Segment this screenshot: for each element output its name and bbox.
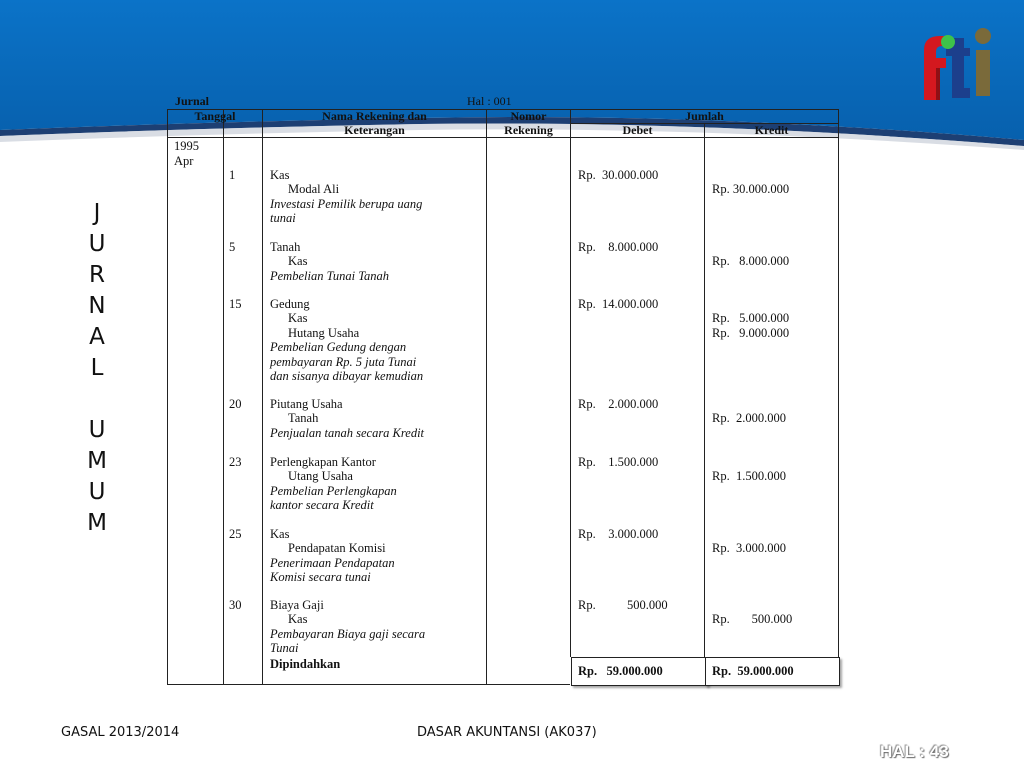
- dipindahkan-label: Dipindahkan: [270, 657, 341, 671]
- entry-description: Pembelian Perlengkapan: [270, 483, 397, 498]
- entry-account: Piutang Usaha: [270, 397, 343, 411]
- entry-day: 5: [229, 240, 236, 254]
- vertical-title-letter: M: [87, 448, 107, 474]
- entry-debet-amount: Rp. 500.000: [578, 598, 668, 612]
- vertical-title-letter: M: [87, 510, 107, 536]
- total-kredit: Rp. 59.000.000: [705, 657, 840, 686]
- entry-account: Gedung: [270, 297, 310, 311]
- total-debet: Rp. 59.000.000: [571, 657, 708, 686]
- entry-account: Kas: [288, 612, 308, 627]
- footer-course: DASAR AKUNTANSI (AK037): [417, 725, 597, 740]
- header-debet: Debet: [622, 123, 653, 137]
- vertical-title-letter: R: [89, 262, 105, 288]
- entry-debet-amount: Rp. 1.500.000: [578, 455, 659, 469]
- entry-kredit-amount: Rp. 8.000.000: [712, 254, 790, 269]
- entry-day: 15: [229, 297, 242, 311]
- entry-account: Kas: [270, 527, 290, 541]
- vertical-title-letter: U: [88, 231, 106, 257]
- month-cell: Apr: [174, 154, 194, 168]
- vertical-title-letter: N: [88, 293, 106, 319]
- institution-logo: [918, 22, 1000, 104]
- vertical-title-letter: A: [89, 324, 105, 350]
- entry-description: Investasi Pemilik berupa uang: [270, 196, 423, 211]
- entry-description: pembayaran Rp. 5 juta Tunai: [270, 354, 417, 369]
- entry-account: Biaya Gaji: [270, 598, 324, 612]
- entry-day: 1: [229, 168, 236, 182]
- entry-description: kantor secara Kredit: [270, 498, 374, 513]
- header-jumlah: Jumlah: [685, 109, 724, 123]
- header-kredit: Kredit: [754, 123, 789, 137]
- footer-page-number: HAL : 43: [880, 742, 949, 761]
- entry-account: Modal Ali: [288, 182, 340, 197]
- header-nomor: Nomor: [510, 109, 547, 123]
- ledger-page-number: Hal : 001: [467, 94, 512, 108]
- entry-description: tunai: [270, 211, 296, 226]
- entry-kredit-amount: Rp. 5.000.000: [712, 311, 790, 326]
- entry-account: Tanah: [288, 411, 319, 426]
- entry-account: Hutang Usaha: [288, 325, 360, 340]
- footer-semester: GASAL 2013/2014: [61, 725, 180, 740]
- entry-kredit-amount: Rp. 500.000: [712, 612, 793, 627]
- entry-description: Komisi secara tunai: [270, 570, 371, 585]
- vertical-title-letter: L: [90, 355, 104, 381]
- entry-account: Kas: [288, 311, 308, 326]
- entry-account: Tanah: [270, 240, 301, 254]
- header-rekening: Rekening: [504, 123, 553, 137]
- vertical-title-jurnal-umum: [84, 198, 110, 539]
- vertical-title-letter: U: [88, 417, 106, 443]
- vertical-title-gap: [84, 384, 110, 415]
- entry-debet-amount: Rp. 3.000.000: [578, 527, 659, 541]
- entry-debet-amount: Rp. 30.000.000: [578, 168, 659, 182]
- entry-account: Utang Usaha: [288, 469, 353, 484]
- entry-day: 25: [229, 527, 242, 541]
- ledger-label-jurnal: Jurnal: [175, 94, 210, 108]
- header-tanggal: Tanggal: [194, 109, 236, 123]
- entry-debet-amount: Rp. 14.000.000: [578, 297, 659, 311]
- header-nama-rekening: Nama Rekening dan: [322, 109, 427, 123]
- entry-day: 30: [229, 598, 242, 612]
- entry-kredit-amount: Rp. 3.000.000: [712, 541, 786, 556]
- vertical-title-letter: J: [93, 200, 101, 226]
- entry-description: Pembelian Gedung dengan: [270, 340, 407, 355]
- entry-account: Kas: [270, 168, 290, 182]
- entry-debet-amount: Rp. 8.000.000: [578, 240, 659, 254]
- year-cell: 1995: [174, 139, 199, 153]
- entry-description: Pembelian Tunai Tanah: [270, 268, 389, 283]
- entry-account: Pendapatan Komisi: [288, 541, 386, 556]
- entry-account: Kas: [288, 254, 308, 269]
- entry-description: Penerimaan Pendapatan: [270, 555, 395, 570]
- entry-description: dan sisanya dibayar kemudian: [270, 369, 424, 383]
- entry-kredit-amount: Rp. 1.500.000: [712, 469, 786, 484]
- entry-description: Tunai: [270, 641, 299, 656]
- entry-debet-amount: Rp. 2.000.000: [578, 397, 659, 411]
- entry-kredit-amount: Rp. 2.000.000: [712, 411, 786, 426]
- vertical-title-letter: U: [88, 479, 106, 505]
- entry-day: 23: [229, 455, 242, 469]
- entry-kredit-amount: Rp. 30.000.000: [712, 182, 790, 197]
- entry-day: 20: [229, 397, 242, 411]
- entry-kredit-amount: Rp. 9.000.000: [712, 325, 790, 340]
- journal-ledger: [167, 94, 839, 686]
- entry-description: Penjualan tanah secara Kredit: [270, 425, 425, 440]
- entry-account: Perlengkapan Kantor: [270, 455, 376, 469]
- ledger-table: [167, 109, 839, 685]
- header-keterangan: Keterangan: [344, 123, 405, 137]
- entry-description: Pembayaran Biaya gaji secara: [270, 626, 426, 641]
